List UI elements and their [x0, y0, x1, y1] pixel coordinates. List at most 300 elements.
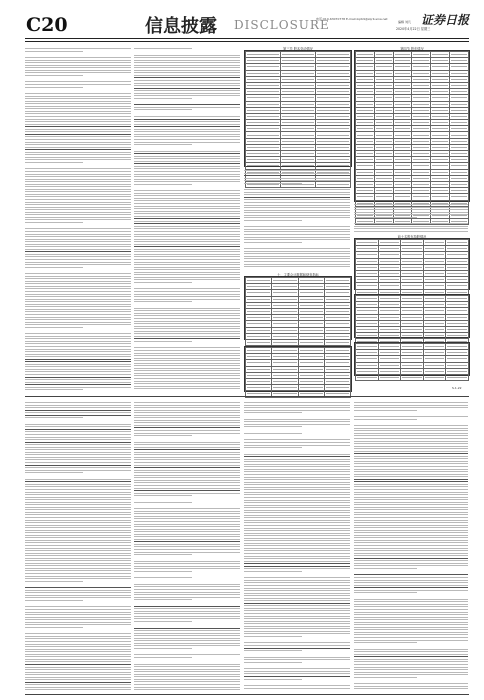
- text-line: [25, 202, 131, 203]
- text-line: [244, 248, 350, 249]
- cell-text: [357, 184, 373, 185]
- cell-text: [432, 110, 448, 111]
- cell-text: [425, 304, 445, 305]
- cell-text: [282, 54, 314, 55]
- text-line: [354, 669, 468, 670]
- text-line: [25, 343, 131, 344]
- text-line: [25, 241, 131, 242]
- text-line: [244, 487, 350, 488]
- table-cell: [324, 339, 350, 345]
- cell-text: [451, 122, 467, 123]
- text-line: [354, 433, 468, 434]
- cell-text: [376, 190, 392, 191]
- cell-text: [380, 358, 400, 359]
- cell-text: [432, 91, 448, 92]
- text-line: [25, 525, 131, 526]
- text-line: [134, 353, 240, 354]
- text-line: [354, 509, 468, 510]
- text-line: [134, 671, 240, 672]
- cell-text: [247, 165, 279, 166]
- text-line: [25, 537, 131, 538]
- text-line: [134, 181, 240, 182]
- cell-text: [273, 350, 296, 351]
- text-line: [25, 209, 131, 210]
- text-line: [25, 267, 83, 268]
- text-line: [244, 466, 350, 467]
- text-line: [25, 627, 83, 628]
- text-line: [134, 465, 240, 466]
- cell-text: [247, 323, 270, 324]
- text-line: [25, 407, 131, 408]
- cell-text: [247, 362, 270, 363]
- text-line: [25, 576, 131, 577]
- text-line: [134, 267, 240, 268]
- text-line: [354, 438, 468, 439]
- cell-text: [247, 79, 279, 80]
- cell-text: [413, 184, 429, 185]
- text-line: [25, 60, 131, 61]
- cell-text: [300, 323, 323, 324]
- cell-text: [432, 116, 448, 117]
- text-line: [134, 203, 240, 204]
- text-line: [25, 57, 131, 58]
- text-line: [244, 548, 350, 549]
- text-line: [134, 674, 240, 675]
- cell-text: [376, 147, 392, 148]
- text-line: [25, 633, 131, 634]
- cell-text: [282, 79, 314, 80]
- text-line: [354, 456, 468, 457]
- text-line: [244, 424, 350, 425]
- text-line: [25, 246, 131, 247]
- text-line: [354, 416, 468, 417]
- text-line: [25, 364, 131, 365]
- text-line: [354, 640, 468, 641]
- text-line: [354, 659, 468, 660]
- text-line: [25, 512, 131, 513]
- text-line: [244, 464, 350, 465]
- text-line: [134, 405, 240, 406]
- cell-text: [402, 335, 422, 336]
- text-line: [25, 336, 131, 337]
- text-line: [244, 492, 350, 493]
- cell-text: [451, 172, 467, 173]
- text-line: [25, 168, 131, 169]
- cell-text: [413, 165, 429, 166]
- text-line: [354, 209, 468, 210]
- text-line: [354, 622, 468, 623]
- text-line: [354, 656, 468, 657]
- text-line: [134, 513, 240, 514]
- cell-text: [357, 178, 373, 179]
- cell-text: [317, 104, 349, 105]
- cell-text: [326, 311, 349, 312]
- text-line: [134, 599, 192, 600]
- text-line: [134, 628, 240, 629]
- text-line: [134, 577, 192, 578]
- text-line: [25, 256, 131, 257]
- cell-text: [413, 54, 429, 55]
- bottom-rule: [25, 694, 469, 695]
- table-cell: [356, 374, 379, 380]
- cell-text: [282, 85, 314, 86]
- text-line: [25, 499, 131, 500]
- text-line: [244, 582, 350, 583]
- text-line: [25, 417, 83, 418]
- text-line: [25, 415, 131, 416]
- text-line: [244, 502, 350, 503]
- text-line: [354, 428, 468, 429]
- cell-text: [247, 342, 270, 343]
- cell-text: [451, 165, 467, 166]
- cell-text: [413, 110, 429, 111]
- text-line: [25, 612, 131, 613]
- cell-text: [425, 254, 445, 255]
- text-line: [25, 147, 131, 148]
- cell-text: [413, 122, 429, 123]
- text-line: [354, 435, 468, 436]
- text-line: [244, 210, 350, 211]
- text-line: [25, 249, 131, 250]
- text-line: [134, 226, 240, 227]
- text-line: [134, 485, 240, 486]
- text-line: [25, 540, 131, 541]
- text-line: [134, 482, 240, 483]
- text-line: [134, 338, 240, 339]
- text-line: [354, 614, 468, 615]
- text-line: [25, 481, 131, 482]
- text-line: [244, 533, 350, 534]
- cell-text: [413, 60, 429, 61]
- cell-text: [273, 336, 296, 337]
- cell-text: [380, 346, 400, 347]
- cell-text: [432, 54, 448, 55]
- cell-text: [247, 122, 279, 123]
- editor-credit: 编辑 刘凡: [398, 20, 411, 24]
- data-table: [355, 295, 469, 346]
- text-line: [25, 565, 131, 566]
- text-line: [25, 317, 131, 318]
- text-line: [25, 48, 131, 49]
- text-line: [25, 530, 131, 531]
- text-line: [244, 266, 350, 267]
- text-line: [244, 253, 350, 254]
- cell-text: [395, 79, 411, 80]
- text-line: [25, 98, 131, 99]
- cell-text: [395, 60, 411, 61]
- cell-text: [432, 122, 448, 123]
- text-line: [134, 435, 192, 436]
- text-line: [25, 194, 131, 195]
- cell-text: [413, 104, 429, 105]
- cell-text: [326, 323, 349, 324]
- text-line: [354, 629, 468, 630]
- text-line: [25, 286, 131, 287]
- cell-text: [357, 248, 377, 249]
- text-line: [134, 475, 240, 476]
- text-line: [244, 535, 350, 536]
- text-line: [25, 426, 131, 427]
- text-line: [134, 158, 240, 159]
- text-line: [134, 241, 240, 242]
- text-line: [25, 489, 131, 490]
- text-line: [134, 190, 240, 191]
- text-line: [134, 213, 240, 214]
- text-line: [25, 590, 131, 591]
- cell-text: [402, 329, 422, 330]
- code-note: S.1.22: [452, 386, 462, 390]
- cell-text: [413, 91, 429, 92]
- text-line: [134, 381, 240, 382]
- text-line: [244, 593, 350, 594]
- text-line: [134, 282, 192, 283]
- text-line: [244, 517, 350, 518]
- text-line: [354, 632, 468, 633]
- text-line: [25, 472, 83, 473]
- text-line: [244, 237, 350, 238]
- text-line: [244, 633, 350, 634]
- text-line: [354, 637, 468, 638]
- text-line: [244, 261, 350, 262]
- text-line: [134, 62, 240, 63]
- text-line: [134, 383, 240, 384]
- text-line: [25, 207, 131, 208]
- text-line: [25, 324, 131, 325]
- text-line: [25, 179, 131, 180]
- text-line: [134, 326, 240, 327]
- cell-text: [402, 323, 422, 324]
- text-line: [354, 540, 468, 541]
- text-line: [134, 67, 240, 68]
- cell-text: [326, 381, 349, 382]
- cell-text: [317, 128, 349, 129]
- cell-text: [273, 362, 296, 363]
- text-line: [244, 459, 350, 460]
- text-line: [244, 258, 350, 259]
- cell-text: [447, 371, 467, 372]
- text-line: [25, 587, 131, 588]
- text-line: [354, 502, 468, 503]
- text-line: [354, 226, 468, 227]
- text-line: [25, 517, 131, 518]
- text-line: [244, 563, 350, 564]
- cell-text: [247, 356, 270, 357]
- text-line: [134, 370, 240, 371]
- cell-text: [413, 178, 429, 179]
- cell-text: [451, 141, 467, 142]
- text-line: [244, 220, 302, 221]
- text-line: [25, 560, 131, 561]
- text-line: [134, 144, 192, 145]
- text-line: [244, 231, 350, 232]
- text-line: [354, 634, 468, 635]
- cell-text: [326, 356, 349, 357]
- text-line: [354, 419, 417, 420]
- text-line: [134, 608, 240, 609]
- text-line: [25, 624, 131, 625]
- text-line: [25, 154, 131, 155]
- text-line: [25, 349, 131, 350]
- text-line: [244, 600, 350, 601]
- text-line: [134, 60, 240, 61]
- cell-text: [300, 280, 323, 281]
- cell-text: [432, 141, 448, 142]
- text-line: [25, 162, 83, 163]
- text-line: [134, 684, 240, 685]
- cell-text: [357, 352, 377, 353]
- text-line: [244, 671, 350, 672]
- text-line: [354, 451, 468, 452]
- text-line: [244, 194, 350, 195]
- text-line: [244, 199, 350, 200]
- text-line: [354, 532, 468, 533]
- text-line: [25, 644, 131, 645]
- text-line: [134, 630, 240, 631]
- cell-text: [357, 190, 373, 191]
- cell-text: [413, 141, 429, 142]
- text-line: [25, 389, 83, 390]
- text-line: [354, 674, 468, 675]
- text-line: [354, 492, 468, 493]
- cell-text: [317, 79, 349, 80]
- cell-text: [425, 292, 445, 293]
- cell-text: [402, 285, 422, 286]
- cell-text: [300, 356, 323, 357]
- cell-text: [317, 122, 349, 123]
- text-line: [134, 511, 240, 512]
- text-line: [354, 642, 417, 643]
- text-line: [134, 70, 240, 71]
- text-line: [354, 527, 468, 528]
- cell-text: [357, 242, 377, 243]
- text-line: [244, 170, 350, 171]
- text-line: [134, 95, 240, 96]
- text-line: [25, 176, 131, 177]
- text-column-2: [134, 48, 240, 392]
- text-line: [25, 121, 131, 122]
- cell-text: [425, 279, 445, 280]
- cell-text: [247, 381, 270, 382]
- text-line: [134, 516, 240, 517]
- text-line: [244, 613, 350, 614]
- text-line: [25, 504, 131, 505]
- text-line: [25, 442, 131, 443]
- cell-text: [357, 323, 377, 324]
- text-line: [25, 654, 131, 655]
- cell-text: [380, 335, 400, 336]
- text-line: [134, 318, 240, 319]
- text-line: [244, 445, 350, 446]
- text-line: [25, 70, 131, 71]
- text-line: [134, 272, 240, 273]
- cell-text: [413, 135, 429, 136]
- cell-text: [432, 165, 448, 166]
- text-line: [134, 534, 240, 535]
- cell-text: [300, 305, 323, 306]
- cell-text: [247, 141, 279, 142]
- text-column-b4: [354, 402, 468, 692]
- cell-text: [300, 369, 323, 370]
- text-line: [134, 249, 240, 250]
- text-line: [354, 563, 468, 564]
- text-line: [134, 541, 240, 542]
- text-line: [134, 254, 240, 255]
- shareholder-table: [354, 47, 470, 202]
- cell-text: [300, 299, 323, 300]
- text-line: [25, 119, 131, 120]
- text-line: [244, 482, 350, 483]
- newspaper-logo: 证券日报: [421, 13, 470, 27]
- cell-text: [380, 261, 400, 262]
- text-line: [134, 72, 240, 73]
- text-line: [134, 131, 240, 132]
- text-line: [134, 166, 240, 167]
- text-line: [244, 469, 350, 470]
- text-line: [354, 471, 468, 472]
- text-line: [25, 191, 131, 192]
- cell-text: [447, 323, 467, 324]
- cell-text: [273, 369, 296, 370]
- text-line: [25, 181, 131, 182]
- cell-text: [380, 248, 400, 249]
- cell-text: [395, 91, 411, 92]
- text-line: [25, 228, 131, 229]
- cell-text: [451, 196, 467, 197]
- text-line: [244, 497, 350, 498]
- cell-text: [357, 85, 373, 86]
- text-line: [354, 448, 468, 449]
- cell-text: [402, 242, 422, 243]
- text-line: [354, 481, 468, 482]
- text-line: [354, 553, 468, 554]
- cell-text: [413, 147, 429, 148]
- cell-text: [376, 153, 392, 154]
- data-table: [245, 277, 351, 346]
- text-line: [134, 654, 240, 655]
- text-line: [244, 610, 350, 611]
- text-line: [354, 486, 468, 487]
- text-line: [25, 294, 131, 295]
- text-line: [134, 402, 240, 403]
- text-line: [25, 592, 131, 593]
- text-line: [25, 273, 131, 274]
- cell-text: [451, 97, 467, 98]
- text-line: [134, 221, 240, 222]
- text-line: [25, 646, 131, 647]
- cell-text: [413, 190, 429, 191]
- cell-text: [376, 54, 392, 55]
- text-line: [134, 234, 240, 235]
- text-line: [25, 174, 131, 175]
- text-line: [134, 90, 240, 91]
- cell-text: [376, 196, 392, 197]
- cell-text: [395, 184, 411, 185]
- text-line: [244, 507, 350, 508]
- cell-text: [357, 261, 377, 262]
- cell-text: [395, 135, 411, 136]
- text-line: [244, 561, 350, 562]
- text-line: [244, 402, 350, 403]
- cell-text: [432, 159, 448, 160]
- cell-text: [380, 298, 400, 299]
- text-line: [244, 659, 350, 660]
- cell-text: [413, 153, 429, 154]
- cell-text: [317, 54, 349, 55]
- text-line: [244, 540, 350, 541]
- cell-text: [380, 285, 400, 286]
- text-line: [134, 174, 240, 175]
- text-line: [244, 510, 350, 511]
